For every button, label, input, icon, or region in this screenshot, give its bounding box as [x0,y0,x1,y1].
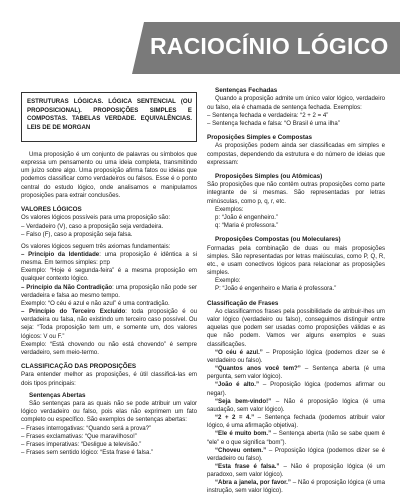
axiom-noncontradiction-example: Exemplo: “O céu é azul e não azul” é uma contradição. [21,299,170,307]
classificacao-text: Para entender melhor as proposições, é útil classificá-las em dois tipos principais: [21,371,197,387]
list-item: – Frases interrogativas: “Quando será a prova?” [21,424,152,432]
frase-class: – Sentença aberta (não se sabe quem é “ele” e o que significa “bom”). [207,430,385,446]
axiom-noncontradiction-text: : uma proposição não pode ser verdadeira e falsa ao mesmo tempo. [21,283,197,299]
frase-quote: “Ele é muito bom.” [215,430,272,438]
frase-class: – Proposição lógica (podemos dizer se é verdadeiro ou falso). [207,446,385,462]
section-heading-valores: VALORES LÓGICOS [21,205,82,213]
topic-box: ESTRUTURAS LÓGICAS. LÓGICA SENTENCIAL (OU PROPOSICIONAL). PROPOSIÇÕES SIMPLES E COMPOSTAS. TABELAS VERDADE. EQUIVALÊNCIAS. LEIS DE DE MORGAN [21,92,197,142]
list-item: – Frases imperativas: “Desligue a televisão.” [21,440,142,448]
list-item: – Falso (F), caso a proposição seja falsa. [21,230,133,238]
list-item: – Frases sem sentido lógico: “Esta frase é falsa.” [21,449,154,457]
frase-quote: “João é alto.” [215,381,260,389]
frase-quote: “Seja bem-vindo!” [215,397,272,405]
simples-compostas-text: As proposições podem ainda ser classificadas em simples e compostas, dependendo da estrutura e do número de ideias que expressam: [207,142,385,166]
frase-item [207,414,385,430]
list-item: – Verdadeiro (V), caso a proposição seja verdadeira. [21,222,164,230]
axiomas-intro: Os valores lógicos seguem três axiomas fundamentais: [21,242,171,250]
valores-text: Os valores lógicos possíveis para uma proposição são: [21,214,171,222]
simples-text: São proposições que não contêm outras proposições como parte integrante de si mesmas. São representadas por letras minúsculas, como p, q, r, etc. [207,181,385,205]
subheading-classificacao-frases: Classificação de Frases [207,299,279,307]
frase-class: – Sentença fechada (podemos atribuir valor lógico, é uma afirmação objetiva). [207,414,385,430]
axiom-identity-title: – Princípio da Identidade [21,250,100,258]
right-column [207,87,385,496]
frase-item [207,463,385,479]
subheading-simples-compostas: Proposições Simples e Compostas [207,134,312,142]
subheading-abertas: Sentenças Abertas [29,391,86,399]
frase-item [207,365,385,381]
list-item: – Sentença fechada e falsa: “O Brasil é uma ilha” [207,119,340,127]
frase-quote: “Abra a janela, por favor.” [215,479,291,487]
example-label: Exemplos: [215,205,244,213]
fechadas-text: Quando a proposição admite um único valor lógico, verdadeiro ou falso, ela é chamada de sentença fechada. Exemplos: [207,95,385,111]
frase-quote: “2 + 2 = 4.” [215,414,255,422]
axiom-excluded-middle [21,308,197,341]
example-item: q: “Maria é professora.” [215,222,279,230]
axiom-excluded-middle-text: : toda proposição é ou verdadeira ou falsa, não existindo um terceiro caso possível. Ou seja: “Toda proposição tem um, e somente um, dos valores lógicos: V ou F.” [21,308,197,340]
frase-quote: “Choveu ontem.” [215,446,267,454]
left-column [21,92,197,457]
frase-item [207,430,385,446]
abertas-text: São sentenças para as quais não se pode atribuir um valor lógico verdadeiro ou falso, pois elas não exprimem um fato completo ou específico. São exemplos de sentenças abertas: [21,400,197,424]
axiom-excluded-middle-example: Exemplo: “Está chovendo ou não está chovendo” é sempre verdadeiro, sem meio-termo. [21,340,197,356]
frase-quote: “O céu é azul.” [215,348,263,356]
axiom-excluded-middle-title: – Princípio do Terceiro Excluído [21,308,126,316]
page-title: RACIOCÍNIO LÓGICO [150,33,389,59]
subheading-fechadas: Sentenças Fechadas [215,87,278,94]
frase-item [207,447,385,463]
frase-class: – Proposição lógica (podemos dizer se é verdadeiro ou falso). [207,348,385,364]
frase-class: – Sentença aberta (é uma pergunta, sem valor lógico). [207,365,386,381]
frase-class: – Não é proposição lógica (é uma saudação, sem valor lógico). [207,397,385,413]
subheading-compostas: Proposições Compostas (ou Moleculares) [215,236,341,244]
axiom-identity [21,251,197,267]
frase-item [207,349,385,365]
example-item: p: “João é engenheiro.” [215,213,279,221]
subheading-simples: Proposições Simples (ou Atômicas) [215,172,323,180]
intro-paragraph: Uma proposição é um conjunto de palavras ou símbolos que expressa um pensamento ou uma ideia completa, transmitindo um juízo sobre algo. Uma proposição afirma fatos ou ideias que podemos classificar como verdadeiros ou falsos. Esse é o ponto central do estudo lógico, onde analisamos e manipulamos proposições para extrair conclusões. [21,151,197,199]
axiom-noncontradiction [21,284,197,300]
list-item: – Frases exclamativas: “Que maravilhoso!” [21,432,137,440]
axiom-identity-text: : uma proposição é idêntica a si mesma. Em termos simples: p≡p [21,250,198,267]
frase-item [207,479,385,495]
example-label: Exemplo: [215,277,241,285]
example-item: P: “João é engenheiro e Maria é professora.” [215,285,337,293]
frase-quote: “Quantos anos você tem?” [215,365,301,373]
compostas-text: Formadas pela combinação de duas ou mais proposições simples. São representadas por letras maiúsculas, como P, Q, R, etc., e usam conectivos lógicos para relacionar as proposições simples. [207,244,385,277]
axiom-identity-example: Exemplo: “Hoje é segunda-feira” é a mesma proposição em qualquer contexto lógico. [21,267,197,283]
frase-class: – Proposição lógica (podemos afirmar ou negar). [207,381,385,397]
frase-item [207,398,385,414]
axiom-noncontradiction-title: – Princípio da Não Contradição [21,283,113,291]
classificacao-frases-text: Ao classificarmos frases pela possibilidade de atribuir-lhes um valor lógico (verdadeiro ou falso), conseguimos distinguir entre aquelas que podem ser usadas como proposições válidas e as que não podem. Vamos ver alguns exemplos e suas classificações. [207,308,385,348]
frase-class: – Não é proposição lógica (é uma instrução, sem valor lógico). [207,479,385,495]
frase-class: – Não é proposição lógica (é um paradoxo, sem valor lógico). [207,462,385,479]
frase-quote: “Esta frase é falsa.” [215,462,280,470]
frase-item [207,381,385,397]
list-item: – Sentença fechada e verdadeira: “2 + 2 = 4” [207,111,329,119]
section-heading-classificacao: CLASSIFICAÇÃO DAS PROPOSIÇÕES [21,363,137,370]
